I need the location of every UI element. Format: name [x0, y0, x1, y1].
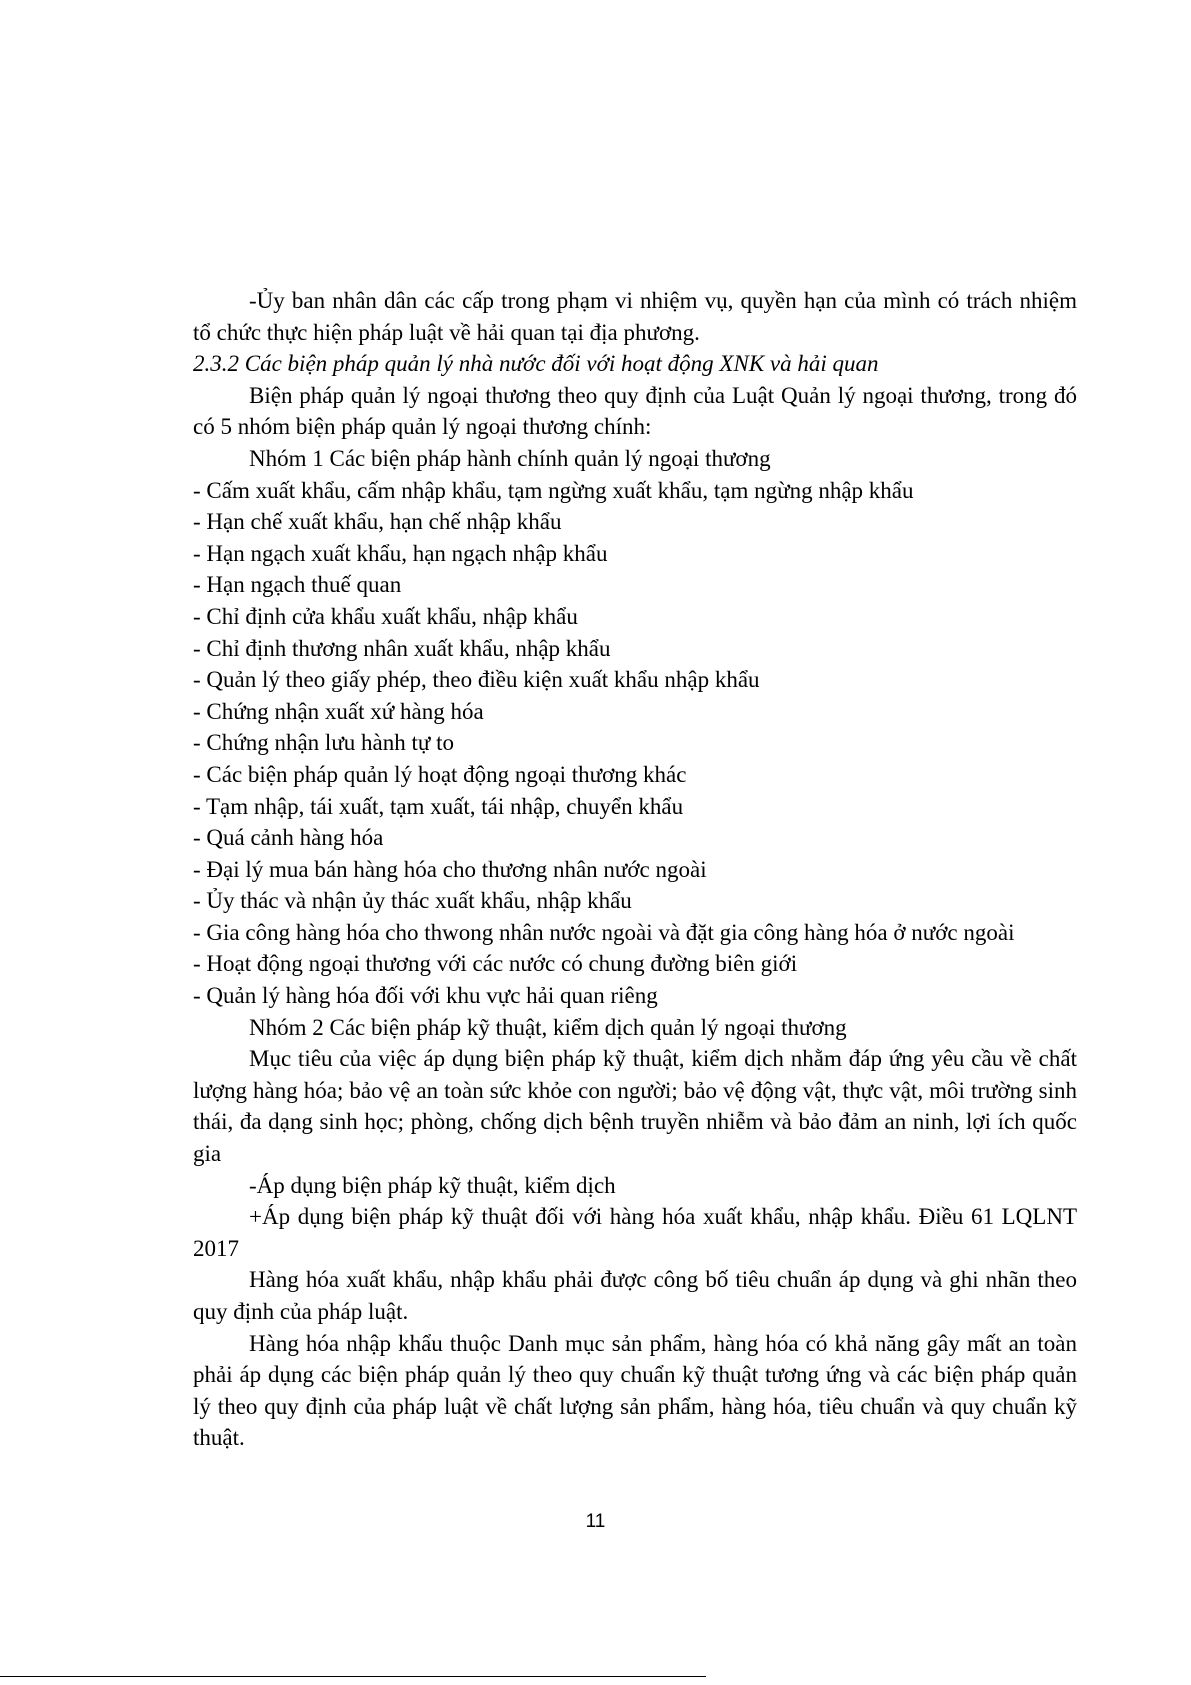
list-item: - Hạn ngạch thuế quan: [193, 572, 402, 598]
footer-divider: [0, 1676, 706, 1677]
list-item: - Ủy thác và nhận ủy thác xuất khẩu, nhập khẩu: [193, 888, 632, 914]
paragraph-intro: Biện pháp quản lý ngoại thương theo quy định của Luật Quản lý ngoại thương, trong đó có 5 nhóm biện pháp quản lý ngoại thương chính:: [193, 382, 1077, 440]
paragraph-article-61: +Áp dụng biện pháp kỹ thuật đối với hàng hóa xuất khẩu, nhập khẩu. Điều 61 LQLNT 2017: [193, 1204, 1077, 1261]
list-item: - Hoạt động ngoại thương với các nước có chung đường biên giới: [193, 951, 798, 977]
list-item: - Hạn chế xuất khẩu, hạn chế nhập khẩu: [193, 509, 562, 535]
list-item: - Cấm xuất khẩu, cấm nhập khẩu, tạm ngừng xuất khẩu, tạm ngừng nhập khẩu: [193, 477, 914, 503]
page-number: 11: [585, 1511, 606, 1532]
section-heading: 2.3.2 Các biện pháp quản lý nhà nước đối với hoạt động XNK và hải quan: [193, 351, 879, 377]
list-item: - Chỉ định cửa khẩu xuất khẩu, nhập khẩu: [193, 603, 578, 629]
paragraph-objectives: Mục tiêu của việc áp dụng biện pháp kỹ thuật, kiểm dịch nhằm đáp ứng yêu cầu về chất lượng hàng hóa; bảo vệ an toàn sức khỏe con người; bảo vệ động vật, thực vật, môi trường sinh thái, đa dạng sinh học; phòng, chống dịch bệnh truyền nhiễm và bảo đảm an ninh, lợi ích quốc gia: [193, 1046, 1077, 1167]
list-item: - Gia công hàng hóa cho thwong nhân nước ngoài và đặt gia công hàng hóa ở nước ngoài: [193, 919, 1015, 945]
group-1-title: Nhóm 1 Các biện pháp hành chính quản lý ngoại thương: [249, 445, 771, 471]
list-item: - Quản lý theo giấy phép, theo điều kiện xuất khẩu nhập khẩu: [193, 667, 760, 693]
paragraph-people-committee: -Ủy ban nhân dân các cấp trong phạm vi nhiệm vụ, quyền hạn của mình có trách nhiệm tổ chức thực hiện pháp luật về hải quan tại địa phương.: [193, 288, 1077, 345]
list-item: - Chỉ định thương nhân xuất khẩu, nhập khẩu: [193, 635, 611, 661]
list-item: - Tạm nhập, tái xuất, tạm xuất, tái nhập, chuyển khẩu: [193, 793, 684, 819]
paragraph-apply-measures: -Áp dụng biện pháp kỹ thuật, kiểm dịch: [249, 1172, 616, 1198]
paragraph-unsafe-goods: Hàng hóa nhập khẩu thuộc Danh mục sản phẩm, hàng hóa có khả năng gây mất an toàn phải áp dụng các biện pháp quản lý theo quy chuẩn kỹ thuật tương ứng và các biện pháp quản lý theo quy định của pháp luật về chất lượng sản phẩm, hàng hóa, tiêu chuẩn và quy chuẩn kỹ thuật.: [193, 1330, 1077, 1451]
list-item: - Chứng nhận xuất xứ hàng hóa: [193, 698, 484, 724]
list-item: - Các biện pháp quản lý hoạt động ngoại thương khác: [193, 761, 687, 787]
page-body: [193, 285, 1077, 1454]
group-2-title: Nhóm 2 Các biện pháp kỹ thuật, kiểm dịch quản lý ngoại thương: [249, 1014, 847, 1040]
list-item: - Hạn ngạch xuất khẩu, hạn ngạch nhập khẩu: [193, 540, 608, 566]
list-item: - Quá cảnh hàng hóa: [193, 825, 384, 851]
list-item: - Quản lý hàng hóa đối với khu vực hải quan riêng: [193, 983, 658, 1009]
paragraph-labeling: Hàng hóa xuất khẩu, nhập khẩu phải được công bố tiêu chuẩn áp dụng và ghi nhãn theo quy định của pháp luật.: [193, 1267, 1077, 1324]
list-item: - Chứng nhận lưu hành tự to: [193, 730, 454, 756]
list-item: - Đại lý mua bán hàng hóa cho thương nhân nước ngoài: [193, 856, 707, 882]
